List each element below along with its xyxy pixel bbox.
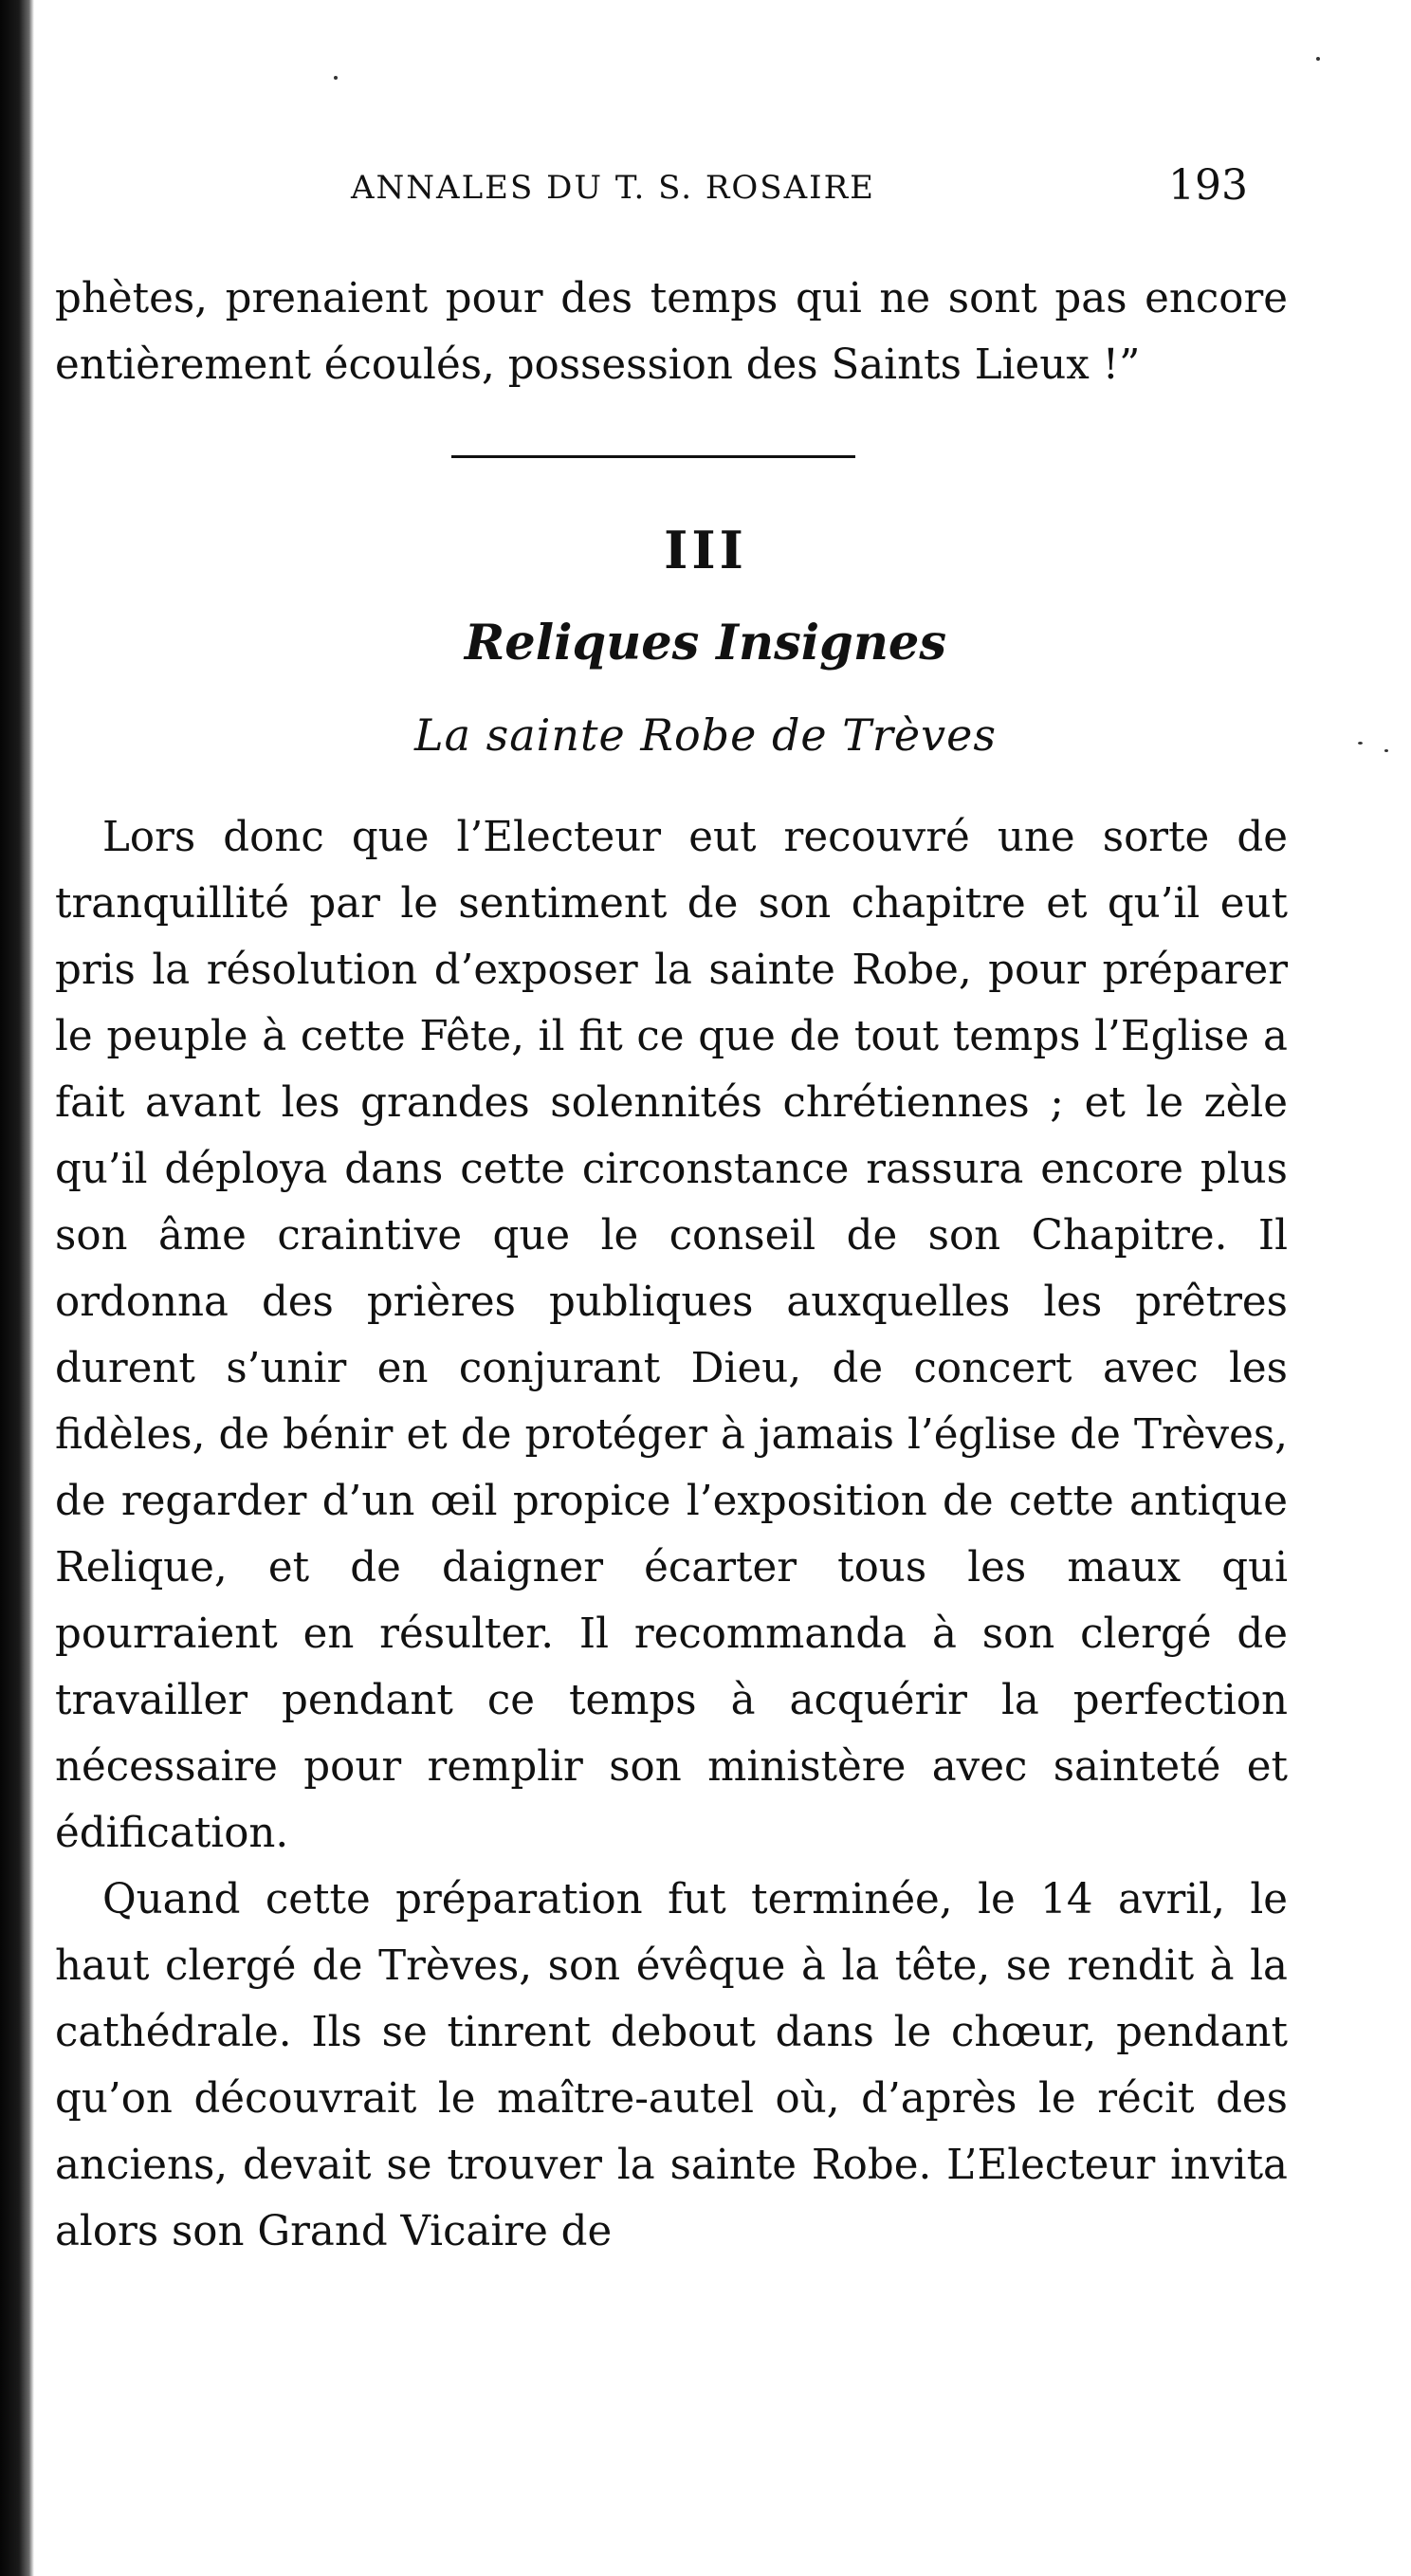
section-divider	[451, 455, 855, 458]
ink-speck	[334, 76, 338, 80]
section-numeral: III	[664, 520, 747, 580]
continuation-text	[55, 266, 1288, 398]
paragraph-1: Lors donc que l’Electeur eut recouvré une sorte de tranquillité par le sentiment de son chapitre et qu’il eut pris la résolution d’exposer la sainte Robe, pour préparer le peuple à cette Fête, il fit ce que de tout temps l’Eglise a fait avant les grandes solennités chrétiennes ; et le zèle qu’il déploya dans cette circonstance rassura encore plus son âme craintive que le conseil de son Chapitre. Il ordonna des prières publiques auxquelles les prêtres durent s’unir en conjurant Dieu, de concert avec les fidèles, de bénir et de protéger à jamais l’église de Trèves, de regarder d’un œil propice l’exposition de cette antique Relique, et de daigner écarter tous les maux qui pourraient en résulter. Il recommanda à son clergé de travailler pendant ce temps à acquérir la perfection nécessaire pour remplir son ministère avec sainteté et édification.	[55, 814, 1288, 1857]
page-number: 193	[1168, 161, 1248, 210]
section-heading: Reliques Insignes	[464, 615, 947, 672]
running-title: ANNALES DU T. S. ROSAIRE	[351, 169, 875, 207]
page-header	[0, 161, 1411, 218]
page-binding-edge	[0, 0, 34, 2576]
ink-speck	[1316, 57, 1320, 61]
main-text	[55, 804, 1288, 2265]
paragraph-2: Quand cette préparation fut terminée, le 14 avril, le haut clergé de Trèves, son évêque à la tête, se rendit à la cathédrale. Ils se tinrent debout dans le chœur, pendant qu’on découvrait le maître-autel où, d’après le récit des anciens, devait se trouver la sainte Robe. L’Electeur invita alors son Grand Vicaire de	[55, 1876, 1288, 2255]
continuation-paragraph: phètes, prenaient pour des temps qui ne sont pas encore entièrement écoulés, possession des Saints Lieux !”	[55, 275, 1288, 389]
section-subheading: La sainte Robe de Trèves	[414, 709, 997, 761]
